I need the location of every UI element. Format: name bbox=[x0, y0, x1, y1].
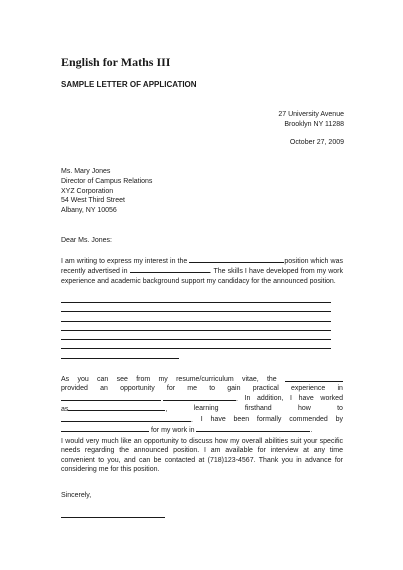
p2-word: experience bbox=[290, 385, 326, 393]
p2-word: formally bbox=[256, 415, 282, 423]
p2-word: resume/curriculum bbox=[176, 376, 234, 383]
p2-word: As bbox=[61, 376, 70, 383]
field-blank bbox=[61, 394, 161, 401]
p2-word: see bbox=[116, 376, 128, 383]
salutation: Dear Ms. Jones: bbox=[61, 237, 112, 244]
sender-city: Brooklyn NY 11288 bbox=[284, 121, 344, 128]
p2-word: for my work in bbox=[150, 427, 195, 435]
paragraph-3: I would very much like an opportunity to discuss how my overall abilities suit your specific needs regarding the announced position. I am available for interview at any time convenient to you, and can be contacted at (718)123-4567. Thank you in advance for considering me for this position. bbox=[61, 438, 343, 474]
p2-word: have bbox=[210, 415, 226, 423]
blank-lines bbox=[61, 302, 331, 359]
blank-line bbox=[61, 321, 331, 322]
p2-line-2 bbox=[61, 384, 343, 393]
blank-line bbox=[61, 330, 331, 331]
recipient-address bbox=[61, 167, 152, 216]
paragraph-2 bbox=[61, 375, 343, 435]
p2-word: the bbox=[266, 376, 277, 383]
letter-date: October 27, 2009 bbox=[289, 139, 344, 146]
p2-word: gain bbox=[227, 385, 241, 393]
p2-word: vitae, bbox=[241, 376, 259, 383]
p2-word: practical bbox=[252, 385, 279, 393]
blank-line bbox=[61, 358, 179, 359]
role-blank bbox=[68, 404, 165, 411]
skill-blank bbox=[61, 415, 191, 422]
recipient-street: 54 West Third Street bbox=[61, 197, 125, 205]
p1-text-c: was recently advertised in bbox=[61, 258, 343, 276]
p2-word: for bbox=[166, 385, 176, 393]
p2-word: provided bbox=[61, 385, 88, 393]
p1-text-a: I am writing to express my interest in the bbox=[61, 258, 188, 265]
p2-word: from bbox=[136, 376, 151, 383]
recipient-title: Director of Campus Relations bbox=[61, 177, 153, 185]
letter-subtitle: SAMPLE LETTER OF APPLICATION bbox=[61, 80, 197, 89]
p2-line-4: as , learning firsthand how to bbox=[61, 405, 343, 414]
p2-line-1 bbox=[61, 375, 343, 384]
p1-text-d: . The skills I have developed from my work experience and academic background support my candidacy for the announced position. bbox=[61, 268, 343, 285]
p2-word: an bbox=[100, 385, 108, 393]
p2-word: have bbox=[298, 394, 314, 402]
p2-line-5: . I have been formally commended by bbox=[61, 415, 343, 425]
p2-word: I bbox=[200, 415, 203, 423]
p2-word: can bbox=[97, 376, 109, 383]
blank-line bbox=[61, 311, 331, 312]
p2-word: in bbox=[337, 385, 343, 393]
p2-word: firsthand bbox=[244, 405, 272, 413]
p1-text-b: position which bbox=[284, 258, 329, 265]
publication-blank bbox=[130, 266, 210, 273]
p2-word: addition, bbox=[256, 394, 284, 402]
p2-word: by bbox=[335, 415, 343, 423]
sender-address bbox=[278, 110, 344, 130]
p2-word: I bbox=[290, 394, 292, 402]
recipient-name: Ms. Mary Jones bbox=[61, 168, 111, 175]
closing: Sincerely, bbox=[61, 492, 92, 499]
p2-word: how bbox=[297, 405, 311, 413]
signature-line bbox=[61, 517, 165, 518]
blank-line bbox=[61, 302, 331, 303]
p2-word: opportunity bbox=[120, 385, 155, 393]
field-blank bbox=[163, 394, 236, 401]
p2-word: my bbox=[158, 376, 168, 383]
p2-line-3: . In addition, I have worked bbox=[61, 394, 343, 404]
p2-word: commended bbox=[289, 415, 328, 423]
p2-word: as bbox=[61, 406, 69, 414]
commender-blank bbox=[61, 425, 149, 432]
p2-word: you bbox=[77, 376, 89, 383]
page-title: English for Maths III bbox=[61, 55, 171, 69]
p2-line-6: for my work in . bbox=[61, 425, 343, 435]
p2-word: learning bbox=[193, 405, 219, 413]
blank-line bbox=[61, 339, 331, 340]
p2-word: worked bbox=[320, 394, 343, 402]
paragraph-1 bbox=[61, 256, 343, 286]
blank-line bbox=[61, 348, 331, 349]
p2-word: to bbox=[337, 405, 343, 413]
p2-word: In bbox=[244, 394, 251, 402]
recipient-company: XYZ Corporation bbox=[61, 187, 114, 195]
p2-word: to bbox=[209, 385, 216, 393]
position-blank bbox=[189, 256, 284, 263]
sender-street: 27 University Avenue bbox=[278, 111, 344, 118]
p2-word: me bbox=[187, 385, 198, 393]
p2-word: been bbox=[233, 415, 250, 423]
work-blank bbox=[196, 425, 310, 432]
recipient-city: Albany, NY 10056 bbox=[61, 207, 117, 215]
company-blank bbox=[285, 375, 343, 382]
